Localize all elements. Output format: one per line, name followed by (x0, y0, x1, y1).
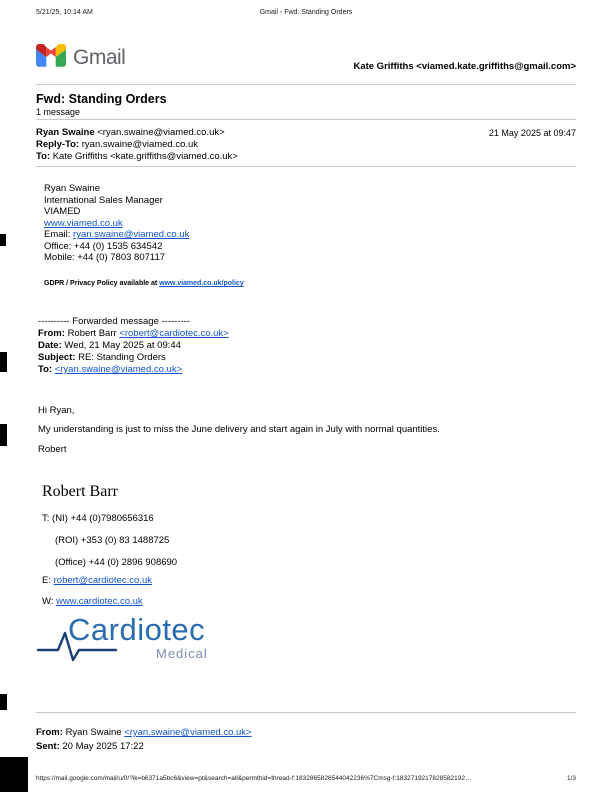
print-datetime: 5/21/25, 10:14 AM (36, 9, 93, 16)
reply-to-value: ryan.swaine@viamed.co.uk (81, 139, 199, 150)
robert-web-line (42, 596, 576, 607)
from-name: Ryan Swaine (36, 127, 98, 138)
gdpr-notice (44, 280, 576, 287)
scan-artifact (0, 352, 7, 372)
from-line (36, 127, 576, 139)
scan-artifact (0, 694, 7, 710)
message-count: 1 message (36, 107, 81, 117)
signature-company: VIAMED (44, 206, 81, 217)
fwd-from-label: From: (38, 328, 68, 339)
fwd-date-label: Date: (38, 340, 65, 351)
reply-to-label: Reply-To: (36, 139, 82, 150)
reply-to-line (36, 139, 576, 151)
signature-job-title: International Sales Manager (44, 194, 163, 206)
quoted-message-header (36, 726, 576, 754)
print-footer (36, 775, 576, 782)
robert-email-label: E: (42, 575, 54, 586)
quoted-sent-label: Sent: (36, 741, 63, 752)
phone-office: (Office) +44 (0) 2896 908690 (55, 557, 178, 568)
cardiotec-website-link[interactable]: www.cardiotec.co.uk (56, 596, 143, 607)
fwd-to-email-link[interactable]: <ryan.swaine@viamed.co.uk> (54, 364, 183, 375)
account-owner: Kate Griffiths <viamed.kate.griffiths@gmail.com> (353, 61, 576, 72)
message-date: 21 May 2025 at 09:47 (488, 128, 576, 138)
robert-signature-email-link[interactable]: robert@cardiotec.co.uk (53, 575, 152, 586)
robert-email-line (42, 575, 576, 586)
robert-signature-name: Robert Barr (42, 483, 118, 500)
phone-ni: T: (NI) +44 (0)7980656316 (42, 513, 154, 524)
quoted-from-email-link[interactable]: <ryan.swaine@viamed.co.uk> (124, 727, 252, 738)
ryan-email-link[interactable]: ryan.swaine@viamed.co.uk (73, 229, 190, 240)
divider (36, 119, 576, 120)
robert-email-link[interactable]: <robert@cardiotec.co.uk> (119, 328, 229, 339)
viamed-website-link[interactable]: www.viamed.co.uk (44, 217, 123, 229)
forwarded-separator: ---------- Forwarded message --------- (38, 316, 190, 327)
email-label: Email: (44, 229, 74, 240)
fwd-subject-label: Subject: (38, 352, 79, 363)
message-header (36, 127, 576, 163)
cardiotec-logo-subtext: Medical (156, 646, 208, 661)
gdpr-text: GDPR / Privacy Policy available at (44, 280, 160, 287)
fwd-to-label: To: (38, 364, 55, 375)
robert-phone-list (42, 513, 576, 579)
gmail-m-icon (36, 44, 66, 72)
body-paragraph: My understanding is just to miss the June delivery and start again in July with normal quantities. (38, 424, 440, 435)
signature-mobile-phone: Mobile: +44 (0) 7803 807117 (44, 252, 166, 263)
body-closing: Robert (38, 444, 67, 455)
print-url: https://mail.google.com/mail/u/0/?ik=b6371a5bc6&view=pt&search=all&permthid=thread-f:1832865826544042236%7Cmsg-f:1832719217828582192… (36, 775, 472, 782)
gmail-logo (36, 44, 125, 72)
cardiotec-logo-text: Cardiotec (68, 612, 206, 647)
to-line (36, 151, 576, 163)
scan-artifact (0, 757, 28, 792)
divider (36, 166, 576, 167)
sender-signature (44, 183, 576, 264)
forwarded-message-header (38, 316, 576, 376)
body-greeting: Hi Ryan, (38, 405, 75, 416)
phone-roi: (ROI) +353 (0) 83 1488725 (55, 535, 170, 546)
cardiotec-logo (44, 612, 264, 668)
scan-artifact (0, 234, 6, 246)
gdpr-policy-link[interactable]: www.viamed.co.uk/policy (159, 280, 244, 287)
gmail-wordmark: Gmail (73, 46, 126, 69)
gmail-header (36, 44, 576, 76)
fwd-from-name: Robert Barr (67, 328, 120, 339)
print-doc-title: Gmail - Fwd: Standing Orders (259, 9, 353, 16)
divider (36, 712, 576, 713)
quoted-from-name: Ryan Swaine (65, 727, 125, 738)
print-header (36, 9, 576, 16)
quoted-sent-value: 20 May 2025 17:22 (62, 741, 144, 752)
divider (36, 84, 576, 85)
signature-office-phone: Office: +44 (0) 1535 634542 (44, 240, 163, 252)
signature-name: Ryan Swaine (44, 183, 100, 194)
fwd-date-value: Wed, 21 May 2025 at 09:44 (64, 340, 181, 351)
from-email: <ryan.swaine@viamed.co.uk> (97, 127, 225, 138)
scan-artifact (0, 424, 7, 446)
robert-web-label: W: (42, 596, 57, 607)
email-subject-title: Fwd: Standing Orders (36, 92, 167, 106)
quoted-from-label: From: (36, 727, 66, 738)
fwd-subject-value: RE: Standing Orders (78, 352, 166, 363)
to-value: Kate Griffiths <kate.griffiths@viamed.co.uk> (52, 151, 238, 162)
to-label: To: (36, 151, 53, 162)
page-indicator: 1/3 (566, 775, 576, 782)
